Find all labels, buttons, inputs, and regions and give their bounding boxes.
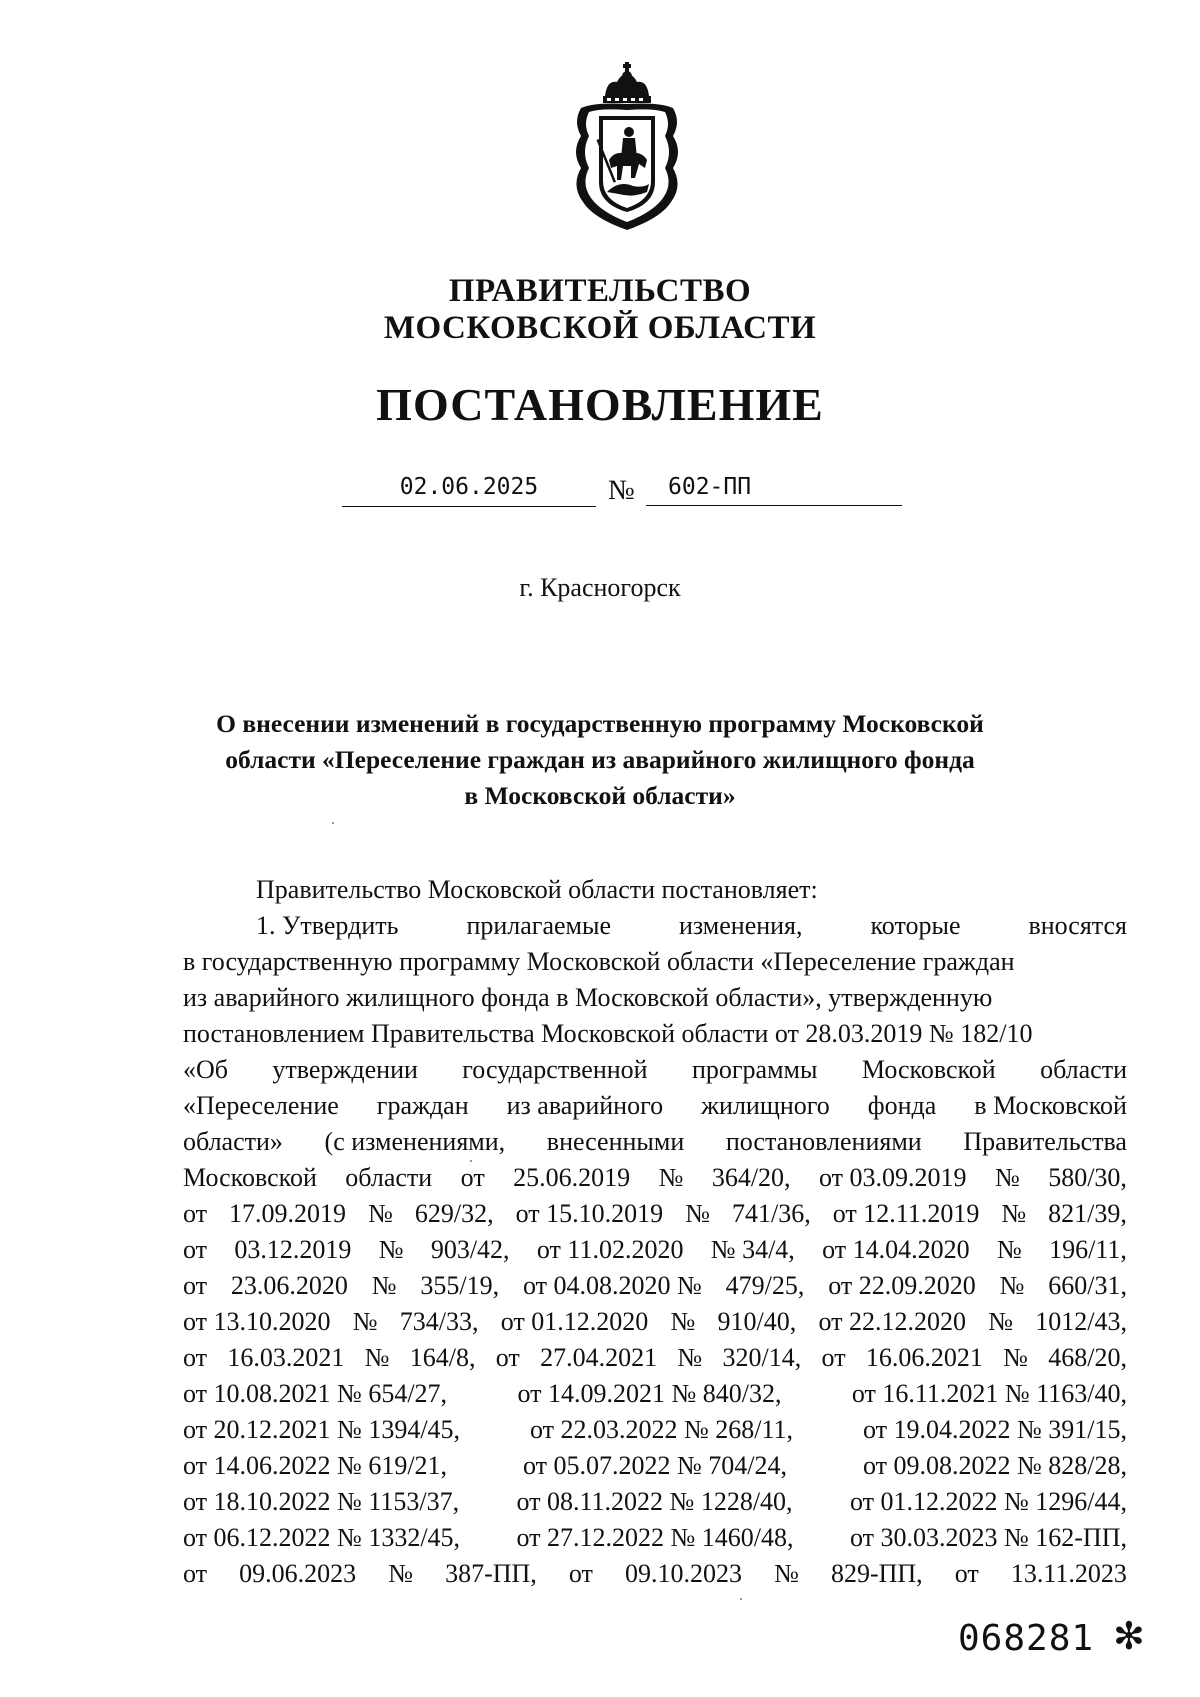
body-text-segment: от bbox=[460, 1163, 485, 1192]
body-text-segment: 629/32, bbox=[414, 1199, 494, 1228]
scan-speck bbox=[470, 1160, 472, 1162]
body-text-segment: № bbox=[994, 1163, 1020, 1192]
body-text-segment: 23.06.2020 bbox=[230, 1271, 348, 1300]
body-text-segment: 364/20, bbox=[711, 1163, 791, 1192]
body-text-segment: № bbox=[352, 1307, 378, 1336]
body-line bbox=[183, 1052, 1127, 1088]
body-text-segment: от 14.04.2020 bbox=[822, 1235, 970, 1264]
body-text-segment: 355/19, bbox=[420, 1271, 500, 1300]
body-text-segment: области» bbox=[183, 1127, 283, 1156]
coat-of-arms-icon bbox=[563, 62, 691, 232]
body-text-segment: от 14.06.2022 № 619/21, bbox=[183, 1451, 448, 1480]
body-text-segment: от 22.09.2020 bbox=[828, 1271, 976, 1300]
organization-name-line-1: ПРАВИТЕЛЬСТВО bbox=[448, 273, 752, 309]
body-line bbox=[183, 1196, 1127, 1232]
asterisk-icon: ✻ bbox=[1113, 1614, 1145, 1658]
body-text-segment: 734/33, bbox=[399, 1307, 479, 1336]
body-text-segment: жилищного bbox=[701, 1091, 830, 1120]
body-text-segment: 196/11, bbox=[1049, 1235, 1127, 1264]
body-text-segment: Московской bbox=[183, 1163, 317, 1192]
body-text-segment: от 20.12.2021 № 1394/45, bbox=[183, 1415, 461, 1444]
body-line bbox=[183, 1376, 1127, 1412]
body-text-segment: № 34/4, bbox=[710, 1235, 795, 1264]
body-text-segment: постановлениями bbox=[725, 1127, 922, 1156]
body-text-segment: 16.03.2021 bbox=[227, 1343, 345, 1372]
body-text-segment: от bbox=[183, 1343, 208, 1372]
body-text-segment: постановлением Правительства Московской области от 28.03.2019 № 182/10 bbox=[183, 1019, 1033, 1048]
body-text-segment: от 14.09.2021 № 840/32, bbox=[517, 1379, 782, 1408]
body-text-segment: внесенными bbox=[546, 1127, 685, 1156]
body-text-segment: от bbox=[954, 1559, 979, 1588]
body-text-segment: № bbox=[670, 1307, 696, 1336]
body-text-segment: из аварийного bbox=[506, 1091, 664, 1120]
body-text-segment: № bbox=[658, 1163, 684, 1192]
serial-number: 068281 bbox=[958, 1618, 1095, 1659]
body-text-segment: от 10.08.2021 № 654/27, bbox=[183, 1379, 448, 1408]
body-text-segment: Московской bbox=[861, 1055, 996, 1084]
body-text-segment: № bbox=[677, 1343, 703, 1372]
body-line bbox=[183, 980, 1127, 1016]
body-text-segment: от 08.11.2022 № 1228/40, bbox=[516, 1487, 793, 1516]
body-text-segment: от 03.09.2019 bbox=[818, 1163, 967, 1192]
body-text-segment: (с изменениями, bbox=[324, 1127, 506, 1156]
body-text-segment: № bbox=[685, 1199, 710, 1228]
body-text-segment: № bbox=[364, 1343, 390, 1372]
body-line bbox=[183, 1088, 1127, 1124]
body-text-segment: от 15.10.2019 bbox=[515, 1199, 664, 1228]
body-text-segment: от 01.12.2020 bbox=[500, 1307, 649, 1336]
body-line bbox=[183, 1232, 1127, 1268]
preamble-text: Правительство Московской области постановляет: bbox=[256, 875, 818, 904]
document-title bbox=[200, 706, 1000, 814]
body-text-segment: утверждении bbox=[272, 1055, 418, 1084]
body-text-segment: от 22.03.2022 № 268/11, bbox=[529, 1415, 794, 1444]
body-text-segment: 468/20, bbox=[1048, 1343, 1127, 1372]
body-text-segment: от 09.08.2022 № 828/28, bbox=[862, 1451, 1127, 1480]
body-text-segment: программы bbox=[691, 1055, 818, 1084]
body-text-segment: от 13.10.2020 bbox=[183, 1307, 331, 1336]
body-text-segment: № bbox=[378, 1235, 404, 1264]
body-text-segment: № bbox=[388, 1559, 413, 1588]
body-text-segment: 821/39, bbox=[1048, 1199, 1127, 1228]
body-text-segment: 1012/43, bbox=[1035, 1307, 1127, 1336]
body-line bbox=[183, 1160, 1127, 1196]
body-text-segment: от bbox=[821, 1343, 846, 1372]
body-text-segment: из аварийного жилищного фонда в Московской области», утвержденную bbox=[183, 983, 993, 1012]
body-text-segment: 387-ПП, bbox=[445, 1559, 537, 1588]
body-text-segment: 1. Утвердить bbox=[256, 911, 399, 940]
body-text-segment: 479/25, bbox=[725, 1271, 805, 1300]
organization-name-line-2: МОСКОВСКОЙ ОБЛАСТИ bbox=[383, 310, 817, 346]
body-text-segment: от 06.12.2022 № 1332/45, bbox=[183, 1523, 461, 1552]
body-text-segment: в Московской bbox=[974, 1091, 1127, 1120]
body-text-segment: от 11.02.2020 bbox=[536, 1235, 684, 1264]
body-text-segment: от bbox=[183, 1559, 208, 1588]
body-text-segment: 27.04.2021 bbox=[540, 1343, 658, 1372]
body-line bbox=[183, 1016, 1127, 1052]
body-text-segment: от bbox=[568, 1559, 593, 1588]
body-text-segment: № bbox=[1003, 1343, 1028, 1372]
title-line: области «Переселение граждан из аварийного жилищного фонда bbox=[225, 745, 975, 774]
body-line bbox=[183, 1556, 1127, 1592]
body-text-segment: от 12.11.2019 bbox=[832, 1199, 980, 1228]
body-text-segment: от 18.10.2022 № 1153/37, bbox=[183, 1487, 460, 1516]
body-line bbox=[183, 1340, 1127, 1376]
body-text-segment: № bbox=[1001, 1199, 1027, 1228]
body-text-segment: от 01.12.2022 № 1296/44, bbox=[849, 1487, 1127, 1516]
body-line bbox=[183, 1124, 1127, 1160]
body-text-segment: от 22.12.2020 bbox=[818, 1307, 966, 1336]
body-text-segment: фонда bbox=[867, 1091, 937, 1120]
body-text-segment: № bbox=[368, 1199, 393, 1228]
body-text-segment: от 27.12.2022 № 1460/48, bbox=[516, 1523, 794, 1552]
preamble bbox=[183, 872, 1127, 908]
body-text-segment: прилагаемые bbox=[466, 911, 611, 940]
body-text-segment: № bbox=[999, 1271, 1025, 1300]
body-text-segment: изменения, bbox=[678, 911, 803, 940]
body-line bbox=[183, 1412, 1127, 1448]
body-text-segment: 660/31, bbox=[1048, 1271, 1127, 1300]
body-text-segment: № bbox=[997, 1235, 1022, 1264]
body-text-segment: 09.10.2023 bbox=[624, 1559, 742, 1588]
body-text-segment: № bbox=[371, 1271, 397, 1300]
body-text-segment: от bbox=[183, 1235, 208, 1264]
title-line: О внесении изменений в государственную программу Московской bbox=[216, 709, 984, 738]
body-line bbox=[183, 1268, 1127, 1304]
city-name: г. Красногорск bbox=[519, 573, 681, 602]
body-text-segment: от 05.07.2022 № 704/24, bbox=[522, 1451, 788, 1480]
body-text-segment: области bbox=[1040, 1055, 1127, 1084]
body-line bbox=[183, 1484, 1127, 1520]
body-text-segment: «Об bbox=[183, 1055, 229, 1084]
number-sign: № bbox=[608, 475, 635, 506]
body-text-segment: 25.06.2019 bbox=[513, 1163, 631, 1192]
document-body bbox=[183, 872, 1127, 1592]
body-line bbox=[183, 1448, 1127, 1484]
body-text-segment: от 04.08.2020 № bbox=[522, 1271, 702, 1300]
title-line: в Московской области» bbox=[464, 781, 736, 810]
body-text-segment: 13.11.2023 bbox=[1010, 1559, 1127, 1588]
body-text-segment: 580/30, bbox=[1048, 1163, 1127, 1192]
body-text-segment: 16.06.2021 bbox=[865, 1343, 983, 1372]
body-line bbox=[183, 908, 1127, 944]
body-line bbox=[183, 944, 1127, 980]
document-type: ПОСТАНОВЛЕНИЕ bbox=[376, 379, 824, 430]
body-text-segment: граждан bbox=[376, 1091, 469, 1120]
document-date: 02.06.2025 bbox=[342, 470, 596, 507]
body-line bbox=[183, 1304, 1127, 1340]
document-number: 602-ПП bbox=[646, 470, 902, 506]
body-text-segment: области bbox=[345, 1163, 433, 1192]
body-text-segment: 164/8, bbox=[409, 1343, 476, 1372]
scan-speck bbox=[740, 1598, 742, 1600]
body-text-segment: от 30.03.2023 № 162-ПП, bbox=[849, 1523, 1127, 1552]
scan-speck bbox=[332, 822, 334, 824]
body-text-segment: которые bbox=[870, 911, 961, 940]
body-text-segment: государственной bbox=[462, 1055, 648, 1084]
body-line bbox=[183, 1520, 1127, 1556]
body-text-segment: «Переселение bbox=[183, 1091, 339, 1120]
body-text-segment: от bbox=[183, 1199, 208, 1228]
body-text-segment: в государственную программу Московской области «Переселение граждан bbox=[183, 947, 1015, 976]
date-number-row bbox=[0, 470, 1200, 510]
body-text-segment: 741/36, bbox=[732, 1199, 811, 1228]
body-text-segment: от 19.04.2022 № 391/15, bbox=[862, 1415, 1127, 1444]
body-text-segment: 910/40, bbox=[717, 1307, 797, 1336]
body-text-segment: от bbox=[183, 1271, 208, 1300]
body-text-segment: от 16.11.2021 № 1163/40, bbox=[851, 1379, 1127, 1408]
body-text-segment: 09.06.2023 bbox=[239, 1559, 357, 1588]
body-text-segment: 17.09.2019 bbox=[229, 1199, 347, 1228]
body-text-segment: вносятся bbox=[1028, 911, 1127, 940]
body-text-segment: 829-ПП, bbox=[830, 1559, 923, 1588]
body-text-segment: 320/14, bbox=[722, 1343, 802, 1372]
body-text-segment: № bbox=[774, 1559, 799, 1588]
body-text-segment: 03.12.2019 bbox=[234, 1235, 352, 1264]
body-text-segment: 903/42, bbox=[430, 1235, 510, 1264]
body-text-segment: Правительства bbox=[963, 1127, 1127, 1156]
body-text-segment: № bbox=[988, 1307, 1014, 1336]
body-text-segment: от bbox=[495, 1343, 520, 1372]
